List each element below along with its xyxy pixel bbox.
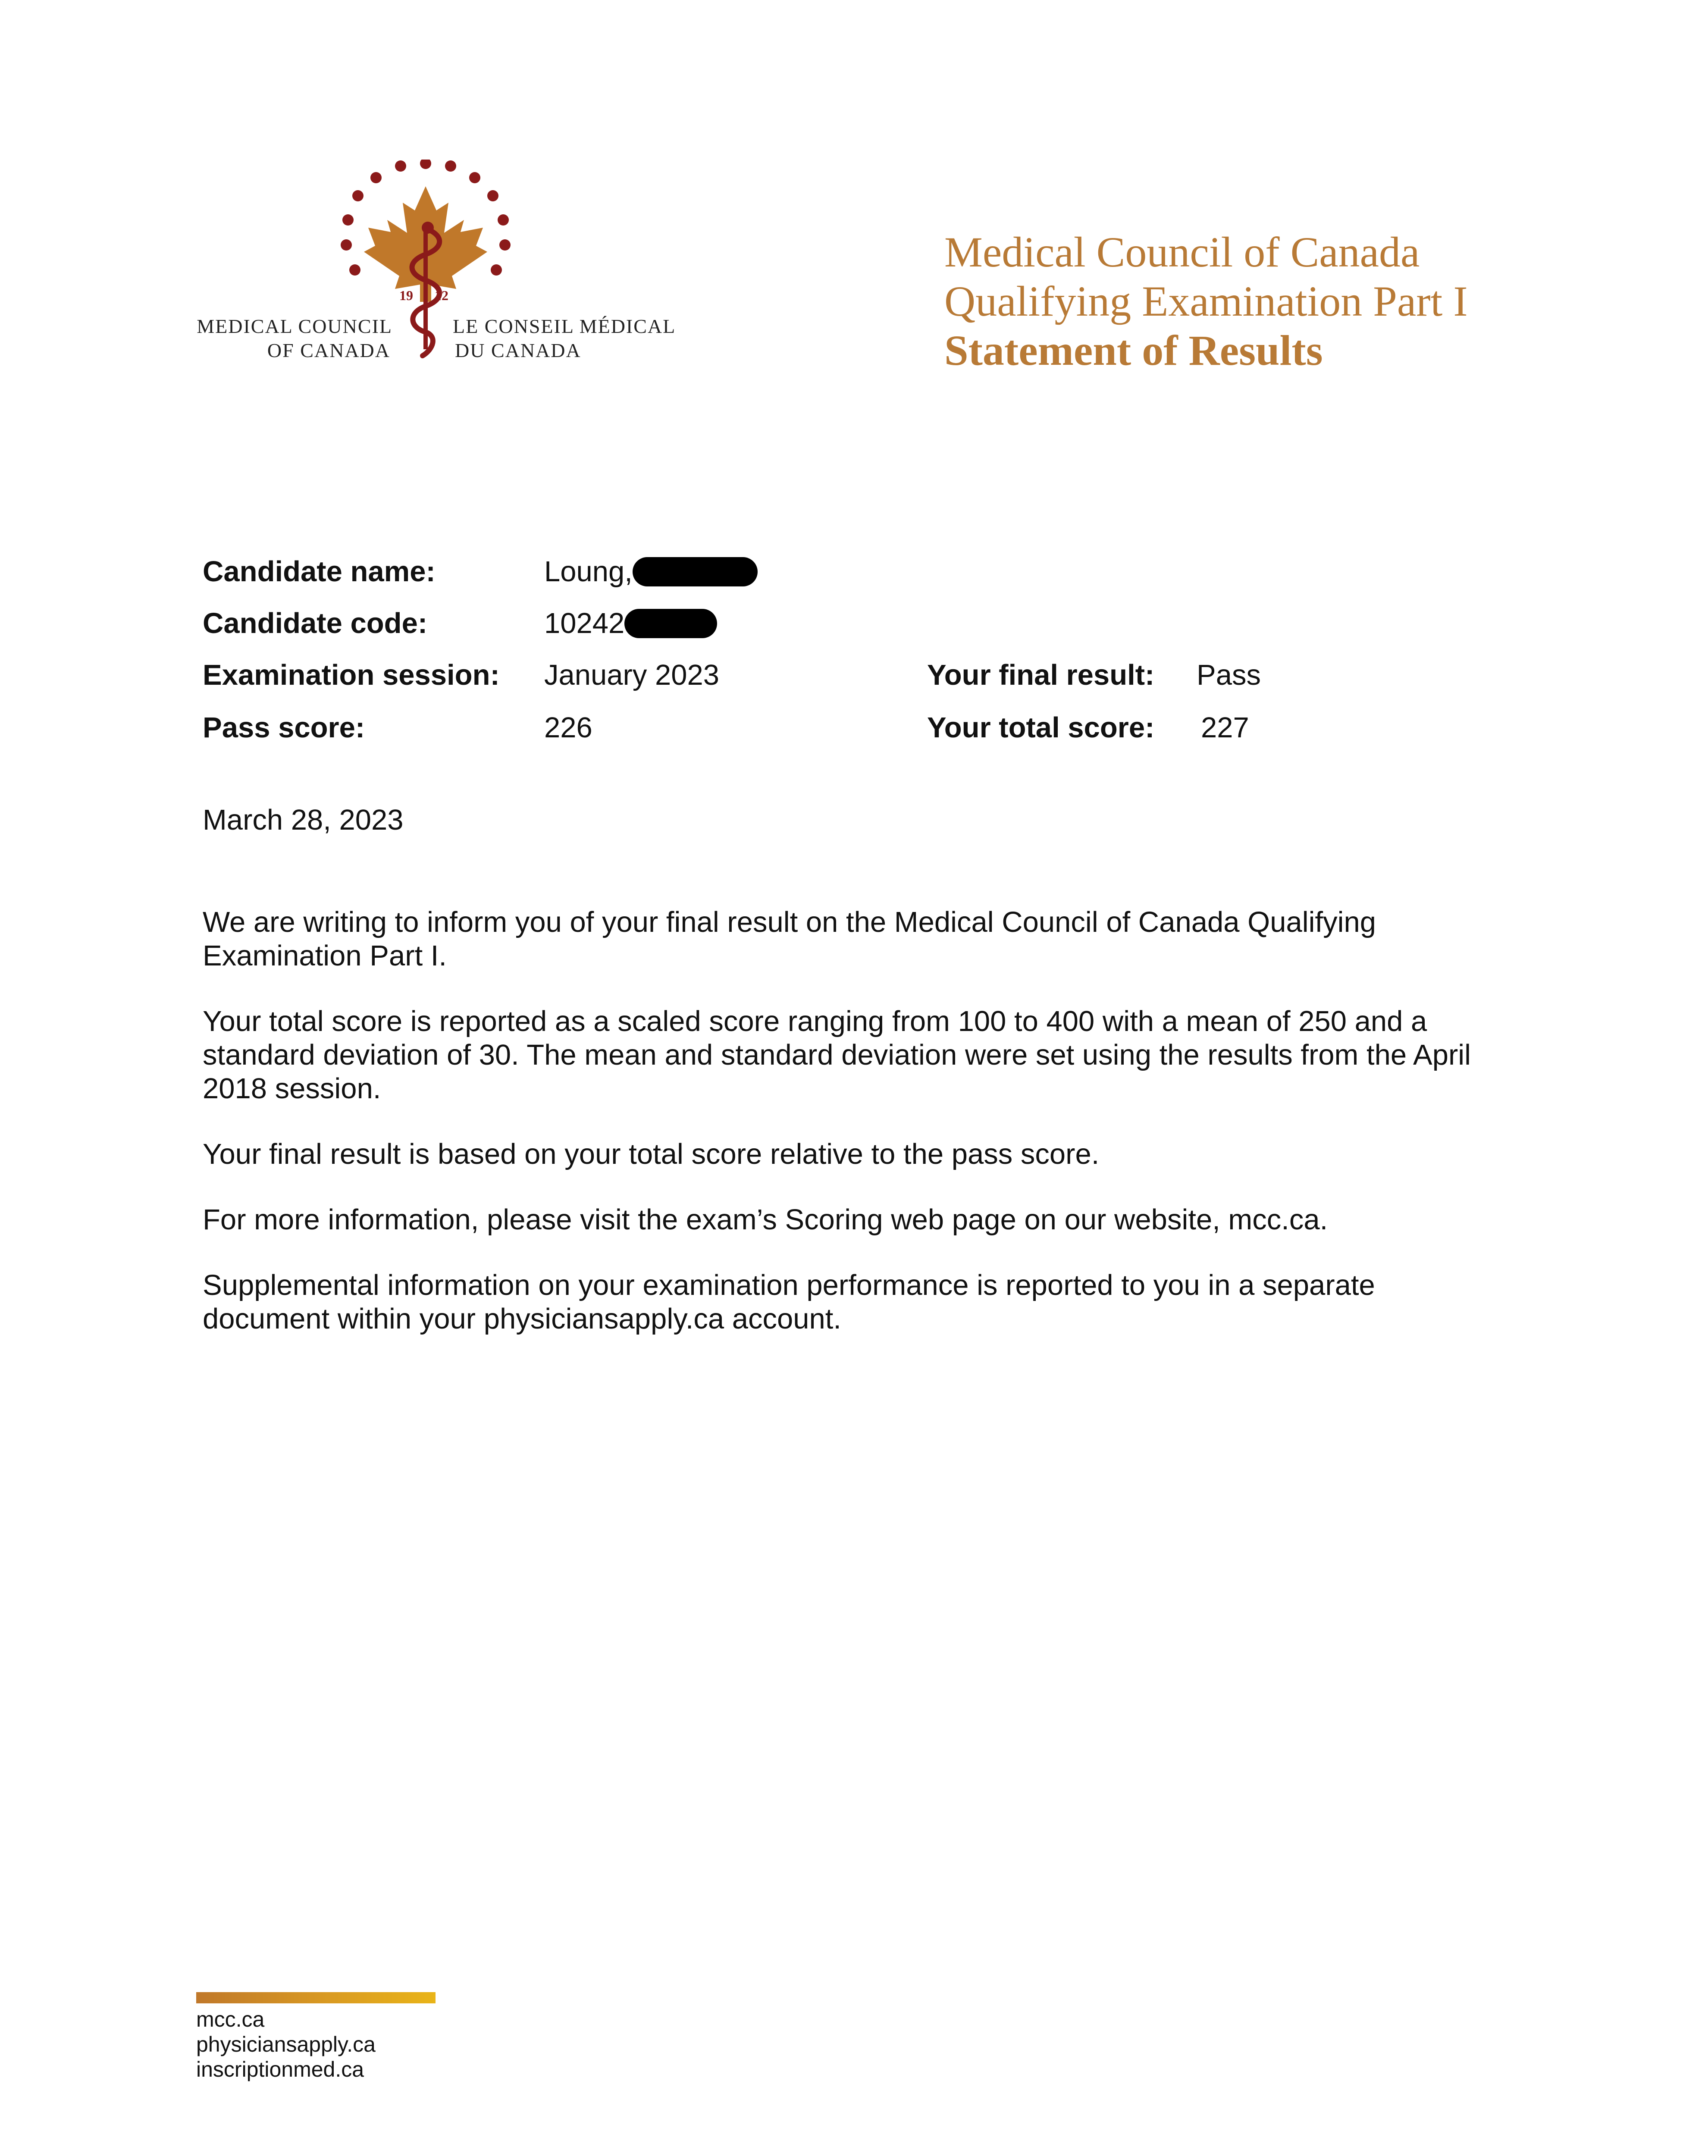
letter-paragraph: We are writing to inform you of your final result on the Medical Council of Canada Qualifying Examination Part I. [203, 906, 1376, 972]
org-name-fr-line2: DU CANADA [455, 339, 581, 361]
mcc-logo [190, 160, 681, 375]
final-result-value: Pass [1197, 659, 1261, 691]
footer-link-mcc[interactable]: mcc.ca [196, 2007, 265, 2031]
candidate-name-value [544, 555, 758, 589]
total-score-value: 227 [1201, 711, 1249, 744]
exam-session-label: Examination session: [203, 659, 500, 691]
letter-paragraph: Your total score is reported as a scaled score ranging from 100 to 400 with a mean of 250 and a standard deviation of 30. The mean and standard deviation were set using the results from the April 2018 session. [203, 1005, 1471, 1105]
org-name-en-line1: MEDICAL COUNCIL [197, 315, 392, 337]
redaction-mark [624, 609, 717, 638]
footer-links [196, 2007, 376, 2082]
title-line-3: Statement of Results [944, 326, 1323, 374]
footer-link-inscriptionmed[interactable]: inscriptionmed.ca [196, 2057, 364, 2081]
year-left: 19 [399, 288, 413, 303]
candidate-code-text: 10242 [544, 607, 625, 639]
footer-link-physiciansapply[interactable]: physiciansapply.ca [196, 2032, 376, 2056]
footer-accent-bar [196, 1992, 436, 2003]
letter-date: March 28, 2023 [203, 804, 404, 836]
candidate-name-text: Loung, [544, 555, 633, 588]
total-score-label: Your total score: [927, 711, 1155, 744]
letter-paragraph: Supplemental information on your examination performance is reported to you in a separate document within your physiciansapply.ca account. [203, 1269, 1375, 1335]
pass-score-value: 226 [544, 711, 592, 744]
candidate-code-value [544, 606, 717, 641]
candidate-name-label: Candidate name: [203, 555, 436, 588]
letter-paragraph: Your final result is based on your total score relative to the pass score. [203, 1138, 1100, 1170]
pass-score-label: Pass score: [203, 711, 365, 744]
org-name-en-line2: OF CANADA [267, 339, 390, 361]
letter-body [203, 906, 1488, 1368]
redaction-mark [633, 557, 758, 586]
title-line-1: Medical Council of Canada [944, 228, 1420, 276]
candidate-code-label: Candidate code: [203, 607, 428, 639]
mcc-logo-emblem [190, 160, 681, 375]
document-title [944, 228, 1468, 375]
title-line-2: Qualifying Examination Part I [944, 277, 1468, 325]
letter-paragraph: For more information, please visit the exam’s Scoring web page on our website, mcc.ca. [203, 1203, 1328, 1236]
org-name-fr-line1: LE CONSEIL MÉDICAL [453, 315, 676, 337]
final-result-label: Your final result: [927, 659, 1155, 691]
year-right: 12 [435, 288, 448, 303]
exam-session-value: January 2023 [544, 659, 720, 691]
